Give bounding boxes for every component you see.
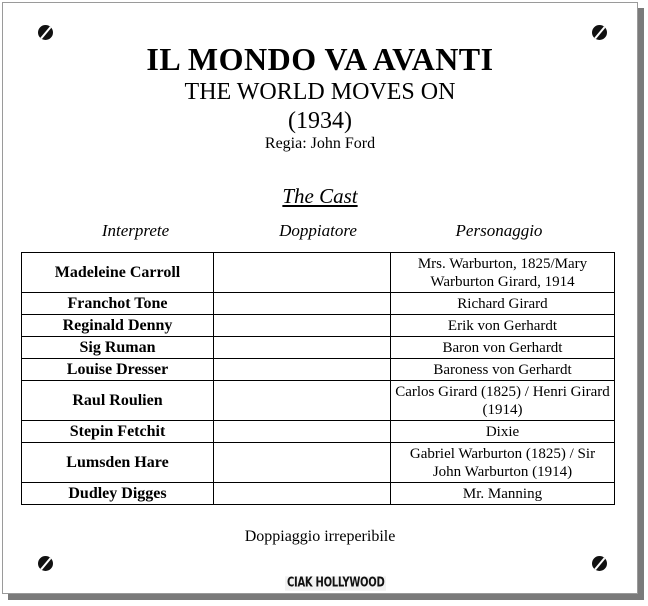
dubber-cell: [214, 421, 391, 443]
actor-cell: Madeleine Carroll: [22, 253, 214, 293]
screw-top-right-icon: [592, 25, 607, 40]
actor-cell: Franchot Tone: [22, 293, 214, 315]
character-cell: Richard Girard: [391, 293, 615, 315]
table-row: [22, 253, 615, 293]
film-year: (1934): [288, 108, 352, 134]
screw-bottom-right-icon: [592, 556, 607, 571]
table-row: [22, 443, 615, 483]
dubber-cell: [214, 253, 391, 293]
actor-cell: Sig Ruman: [22, 337, 214, 359]
character-cell: Mrs. Warburton, 1825/Mary Warburton Girard, 1914: [391, 253, 615, 293]
dubber-cell: [214, 359, 391, 381]
table-row: [22, 421, 615, 443]
dubber-cell: [214, 337, 391, 359]
plaque: [2, 2, 638, 594]
actor-cell: Lumsden Hare: [22, 443, 214, 483]
table-row: [22, 381, 615, 421]
character-cell: Baron von Gerhardt: [391, 337, 615, 359]
table-row: [22, 359, 615, 381]
character-cell: Dixie: [391, 421, 615, 443]
dubber-cell: [214, 381, 391, 421]
character-cell: Baroness von Gerhardt: [391, 359, 615, 381]
dubber-cell: [214, 293, 391, 315]
actor-cell: Stepin Fetchit: [22, 421, 214, 443]
screw-top-left-icon: [38, 25, 53, 40]
column-header-actor: Interprete: [101, 221, 170, 240]
character-cell: Gabriel Warburton (1825) / Sir John Warburton (1914): [391, 443, 615, 483]
character-cell: Erik von Gerhardt: [391, 315, 615, 337]
dubbing-note: Doppiaggio irreperibile: [244, 528, 396, 545]
table-row: [22, 293, 615, 315]
ciak-hollywood-logo: CIAK HOLLYWOOD: [287, 576, 385, 591]
actor-cell: Dudley Digges: [22, 483, 214, 505]
character-cell: Mr. Manning: [391, 483, 615, 505]
cast-heading: The Cast: [282, 184, 358, 208]
dubber-cell: [214, 483, 391, 505]
cast-table: [21, 252, 615, 505]
director-credit: Regia: John Ford: [264, 135, 376, 152]
actor-cell: Louise Dresser: [22, 359, 214, 381]
table-row: [22, 483, 615, 505]
column-header-dubber: Doppiatore: [279, 221, 357, 240]
table-row: [22, 337, 615, 359]
dubber-cell: [214, 443, 391, 483]
screw-bottom-left-icon: [38, 556, 53, 571]
actor-cell: Reginald Denny: [22, 315, 214, 337]
dubber-cell: [214, 315, 391, 337]
film-original-title: THE WORLD MOVES ON: [184, 79, 456, 105]
actor-cell: Raul Roulien: [22, 381, 214, 421]
table-row: [22, 315, 615, 337]
film-title: IL MONDO VA AVANTI: [146, 41, 494, 77]
column-header-character: Personaggio: [455, 221, 543, 240]
character-cell: Carlos Girard (1825) / Henri Girard (1914): [391, 381, 615, 421]
